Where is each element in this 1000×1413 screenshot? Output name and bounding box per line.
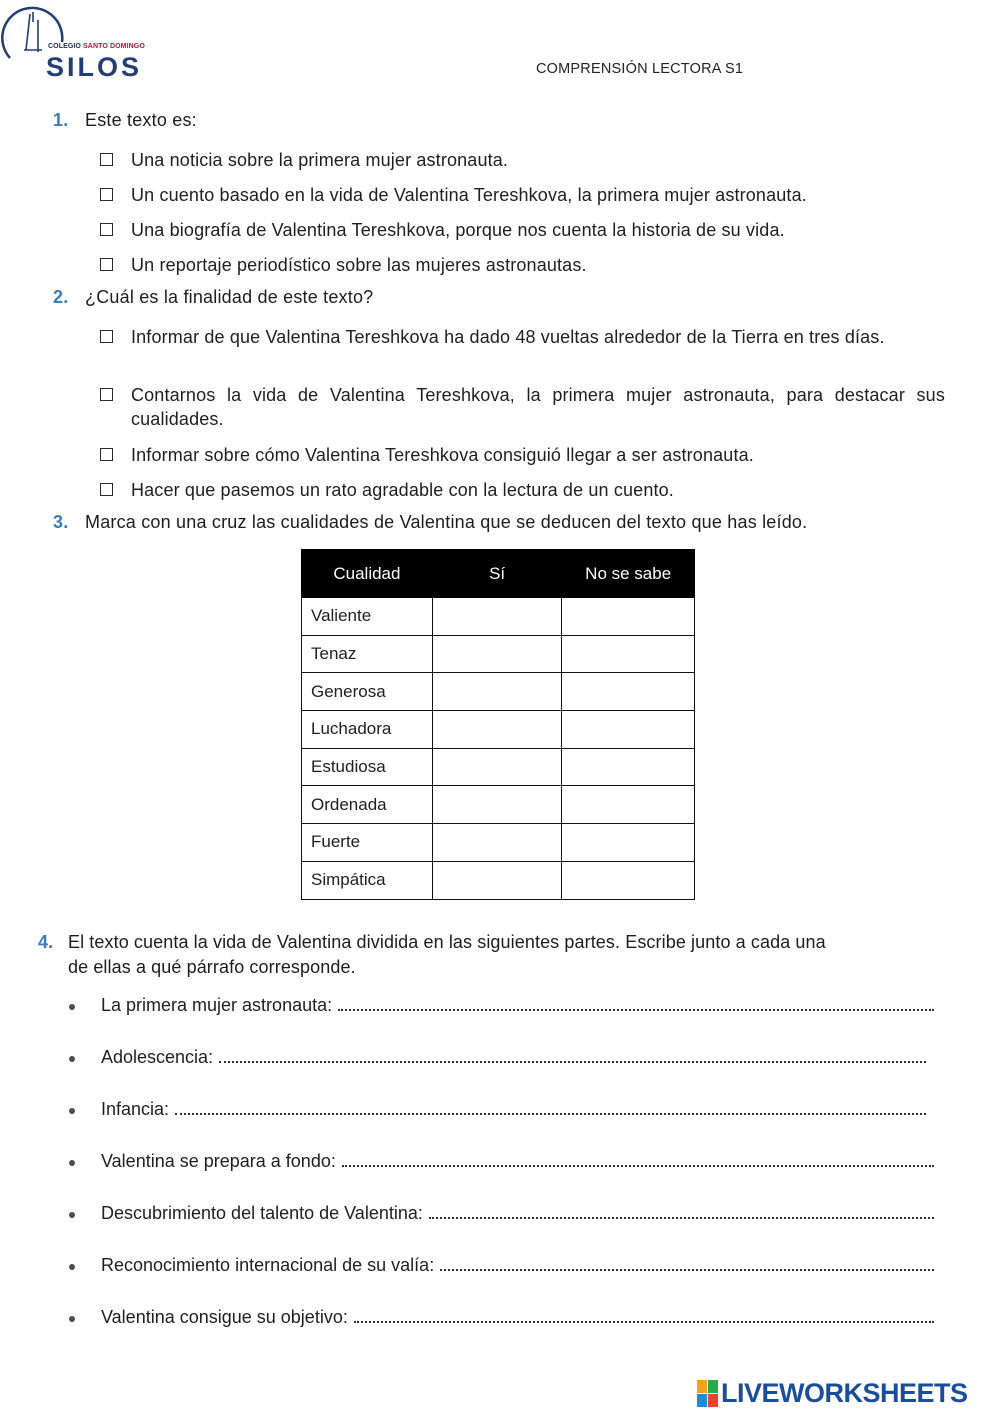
option-text: Informar sobre cómo Valentina Tereshkova consiguió llegar a ser astronauta. [131, 445, 754, 465]
bullet-icon [69, 1056, 75, 1062]
logo-subtitle: COLEGIO SANTO DOMINGO [48, 43, 145, 50]
answer-cell-si[interactable] [432, 861, 562, 899]
header-no-se-sabe: No se sabe [562, 550, 695, 598]
answer-line[interactable] [429, 1203, 934, 1219]
item-label: La primera mujer astronauta: [101, 995, 333, 1015]
list-item [68, 1307, 934, 1331]
q1-option[interactable] [100, 183, 945, 207]
q2-option[interactable] [100, 443, 945, 467]
q1-option[interactable] [100, 148, 945, 172]
q1-option[interactable] [100, 253, 945, 277]
option-text: Contarnos la vida de Valentina Tereshkova, la primera mujer astronauta, para destacar sus cualidades. [131, 385, 945, 429]
item-label: Infancia: [101, 1099, 170, 1119]
option-text: Una noticia sobre la primera mujer astronauta. [131, 150, 509, 170]
question-text-line-2: de ellas a qué párrafo corresponde. [68, 957, 356, 977]
answer-cell-no-se-sabe[interactable] [562, 824, 695, 862]
list-item [68, 1047, 926, 1071]
bullet-icon [69, 1264, 75, 1270]
checkbox-icon[interactable] [100, 223, 113, 236]
answer-cell-si[interactable] [432, 673, 562, 711]
answer-cell-si[interactable] [432, 598, 562, 636]
question-number: 4. [38, 932, 54, 952]
question-text: Este texto es: [85, 110, 197, 130]
liveworksheets-brand [697, 1376, 968, 1410]
question-number: 2. [53, 287, 69, 307]
list-item [68, 1255, 934, 1279]
quality-label: Luchadora [302, 711, 433, 749]
header-cualidad: Cualidad [302, 550, 433, 598]
list-item [68, 1099, 926, 1123]
list-item [68, 1151, 934, 1175]
quality-label: Ordenada [302, 786, 433, 824]
item-label: Adolescencia: [101, 1047, 214, 1067]
answer-cell-no-se-sabe[interactable] [562, 861, 695, 899]
bullet-icon [69, 1108, 75, 1114]
item-label: Valentina consigue su objetivo: [101, 1307, 348, 1327]
q2-option[interactable] [100, 325, 945, 349]
table-row [302, 598, 695, 636]
answer-line[interactable] [440, 1255, 934, 1271]
question-number: 1. [53, 110, 69, 130]
q2-option[interactable] [100, 478, 945, 502]
quality-label: Generosa [302, 673, 433, 711]
answer-line[interactable] [219, 1047, 926, 1063]
q1-option[interactable] [100, 218, 945, 242]
answer-line[interactable] [342, 1151, 934, 1167]
question-1 [53, 110, 197, 131]
question-number: 3. [53, 512, 69, 532]
table-row [302, 711, 695, 749]
document-title: COMPRENSIÓN LECTORA S1 [536, 61, 744, 77]
header-si: Sí [432, 550, 562, 598]
answer-cell-si[interactable] [432, 635, 562, 673]
item-label: Reconocimiento internacional de su valía: [101, 1255, 435, 1275]
item-label: Descubrimiento del talento de Valentina: [101, 1203, 423, 1223]
bullet-icon [69, 1160, 75, 1166]
option-text: Un cuento basado en la vida de Valentina Tereshkova, la primera mujer astronauta. [131, 185, 807, 205]
checkbox-icon[interactable] [100, 483, 113, 496]
logo-wordmark: SILOS [46, 52, 143, 82]
option-text: Un reportaje periodístico sobre las mujeres astronautas. [131, 255, 587, 275]
table-row [302, 786, 695, 824]
quality-label: Simpática [302, 861, 433, 899]
answer-cell-no-se-sabe[interactable] [562, 711, 695, 749]
bullet-icon [69, 1212, 75, 1218]
question-3 [53, 512, 807, 533]
question-text: ¿Cuál es la finalidad de este texto? [85, 287, 374, 307]
brand-name: LIVEWORKSHEETS [721, 1377, 968, 1408]
table-row [302, 861, 695, 899]
option-text: Hacer que pasemos un rato agradable con la lectura de un cuento. [131, 480, 674, 500]
q2-option[interactable] [100, 383, 945, 431]
quality-label: Tenaz [302, 635, 433, 673]
checkbox-icon[interactable] [100, 388, 113, 401]
answer-cell-si[interactable] [432, 786, 562, 824]
table-row [302, 748, 695, 786]
quality-label: Estudiosa [302, 748, 433, 786]
liveworksheets-logo-icon [697, 1379, 719, 1407]
answer-cell-no-se-sabe[interactable] [562, 598, 695, 636]
list-item [68, 995, 934, 1019]
table-row [302, 635, 695, 673]
answer-line[interactable] [175, 1099, 926, 1115]
question-4 [38, 930, 938, 980]
qualities-table [301, 549, 695, 900]
answer-cell-no-se-sabe[interactable] [562, 786, 695, 824]
checkbox-icon[interactable] [100, 448, 113, 461]
answer-cell-no-se-sabe[interactable] [562, 635, 695, 673]
option-text: Informar de que Valentina Tereshkova ha dado 48 vueltas alrededor de la Tierra en tres días. [131, 327, 885, 347]
option-text: Una biografía de Valentina Tereshkova, porque nos cuenta la historia de su vida. [131, 220, 785, 240]
checkbox-icon[interactable] [100, 330, 113, 343]
table-row [302, 824, 695, 862]
answer-line[interactable] [338, 995, 934, 1011]
school-logo [0, 0, 150, 82]
bullet-icon [69, 1004, 75, 1010]
question-2 [53, 287, 373, 308]
checkbox-icon[interactable] [100, 258, 113, 271]
answer-cell-si[interactable] [432, 824, 562, 862]
list-item [68, 1203, 934, 1227]
bullet-icon [69, 1316, 75, 1322]
table-header-row [302, 550, 695, 598]
table-row [302, 673, 695, 711]
question-text-line-1: El texto cuenta la vida de Valentina dividida en las siguientes partes. Escribe junto a cada una [68, 932, 826, 952]
question-text: Marca con una cruz las cualidades de Valentina que se deducen del texto que has leído. [85, 512, 808, 532]
answer-cell-no-se-sabe[interactable] [562, 748, 695, 786]
quality-label: Valiente [302, 598, 433, 636]
quality-label: Fuerte [302, 824, 433, 862]
checkbox-icon[interactable] [100, 153, 113, 166]
answer-cell-si[interactable] [432, 748, 562, 786]
answer-cell-si[interactable] [432, 711, 562, 749]
answer-line[interactable] [354, 1307, 934, 1323]
checkbox-icon[interactable] [100, 188, 113, 201]
item-label: Valentina se prepara a fondo: [101, 1151, 336, 1171]
answer-cell-no-se-sabe[interactable] [562, 673, 695, 711]
